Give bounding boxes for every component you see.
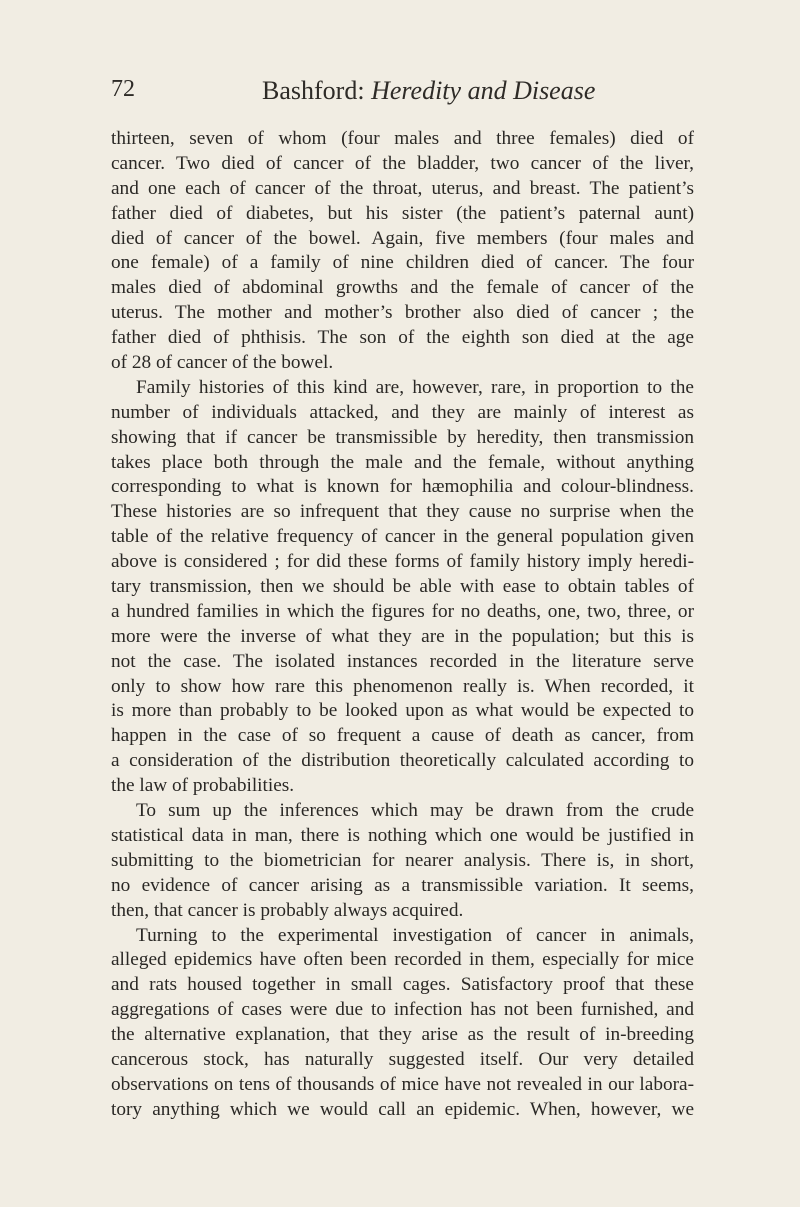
title-and: and: [461, 76, 514, 105]
text-line: Turning to the experimental investigation of cancer in animals,: [136, 924, 694, 946]
title-separator: :: [357, 76, 372, 105]
text-line: father died of diabetes, but his sister (the patient’s paternal aunt): [111, 202, 694, 224]
text-line: one female) of a family of nine children died of cancer. The four: [111, 252, 694, 274]
author-name: Bashford: [262, 76, 358, 105]
text-line: a consideration of the distribution theoretically calculated according to: [111, 750, 694, 772]
text-line: submitting to the biometrician for nearer analysis. There is, in short,: [111, 849, 694, 871]
text-line: These histories are so infrequent that they cause no surprise when the: [111, 501, 694, 523]
text-line: males died of abdominal growths and the female of cancer of the: [111, 277, 694, 299]
text-line: uterus. The mother and mother’s brother also died of cancer ; the: [111, 302, 694, 324]
text-line: observations on tens of thousands of mice have not revealed in our labora-: [111, 1073, 694, 1095]
text-line: not the case. The isolated instances recorded in the literature serve: [111, 650, 694, 672]
text-line: happen in the case of so frequent a cause of death as cancer, from: [111, 725, 694, 747]
text-line: then, that cancer is probably always acquired.: [111, 899, 464, 921]
page-number: 72: [111, 76, 135, 102]
text-line: tory anything which we would call an epidemic. When, however, we: [111, 1098, 694, 1120]
text-line: the law of probabilities.: [111, 775, 295, 797]
text-line: more were the inverse of what they are in the population; but this is: [111, 625, 694, 647]
text-line: number of individuals attacked, and they are mainly of interest as: [111, 401, 694, 423]
text-line: Family histories of this kind are, however, rare, in proportion to the: [136, 376, 694, 398]
running-header: [111, 76, 686, 112]
text-line: takes place both through the male and the female, without anything: [111, 451, 694, 473]
body-text: [111, 127, 694, 1123]
text-line: table of the relative frequency of cancer in the general population given: [111, 526, 694, 548]
text-line: above is considered ; for did these forms of family history imply heredi-: [111, 551, 694, 573]
title-heredity: Heredity: [371, 76, 462, 105]
running-title: [262, 76, 595, 106]
text-line: is more than probably to be looked upon as what would be expected to: [111, 700, 694, 722]
text-line: To sum up the inferences which may be drawn from the crude: [136, 800, 694, 822]
text-line: no evidence of cancer arising as a transmissible variation. It seems,: [111, 874, 694, 896]
text-line: alleged epidemics have often been recorded in them, especially for mice: [111, 949, 694, 971]
text-line: died of cancer of the bowel. Again, five members (four males and: [111, 227, 694, 249]
text-line: aggregations of cases were due to infection has not been furnished, and: [111, 999, 694, 1021]
text-line: father died of phthisis. The son of the eighth son died at the age: [111, 327, 694, 349]
text-line: a hundred families in which the figures for no deaths, one, two, three, or: [111, 600, 694, 622]
text-line: and one each of cancer of the throat, uterus, and breast. The patient’s: [111, 177, 694, 199]
text-line: the alternative explanation, that they arise as the result of in-breeding: [111, 1024, 694, 1046]
text-line: statistical data in man, there is nothing which one would be justified in: [111, 824, 694, 846]
text-line: of 28 of cancer of the bowel.: [111, 352, 334, 374]
text-line: thirteen, seven of whom (four males and three females) died of: [111, 128, 694, 149]
text-line: cancerous stock, has naturally suggested itself. Our very detailed: [111, 1048, 694, 1070]
title-disease: Disease: [513, 76, 596, 105]
text-line: and rats housed together in small cages. Satisfactory proof that these: [111, 974, 694, 996]
text-line: tary transmission, then we should be able with ease to obtain tables of: [111, 576, 694, 598]
text-line: only to show how rare this phenomenon really is. When recorded, it: [111, 675, 694, 697]
text-line: cancer. Two died of cancer of the bladder, two cancer of the liver,: [111, 152, 694, 174]
text-line: showing that if cancer be transmissible by heredity, then transmission: [111, 426, 694, 448]
text-line: corresponding to what is known for hæmophilia and colour-blindness.: [111, 476, 694, 498]
